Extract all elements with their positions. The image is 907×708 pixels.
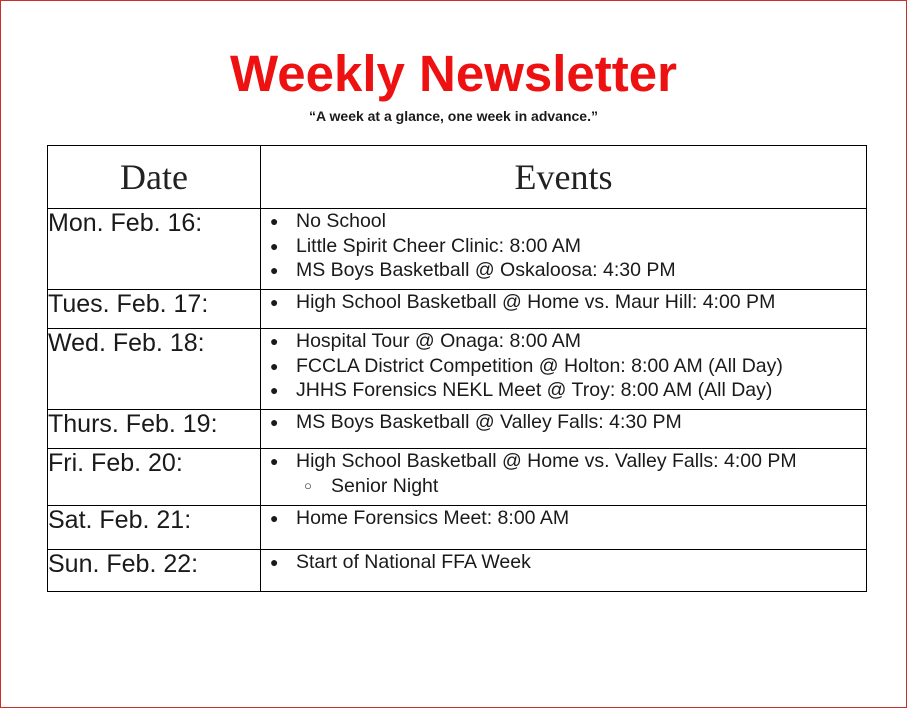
table-row (48, 449, 867, 506)
date-cell: Sun. Feb. 22: (48, 550, 261, 592)
bullet-icon: ● (270, 237, 279, 254)
events-cell (261, 506, 867, 550)
bullet-icon: ● (270, 382, 279, 398)
event-item (261, 209, 866, 234)
event-text: Home Forensics Meet: 8:00 AM (296, 507, 570, 529)
table-row (48, 329, 867, 410)
table-row (48, 506, 867, 550)
events-cell (261, 449, 867, 506)
events-cell (261, 209, 867, 290)
event-text: High School Basketball @ Home vs. Maur Hill: 4:00 PM (296, 291, 776, 313)
bullet-icon: ● (270, 357, 279, 374)
bullet-icon: ● (270, 510, 279, 526)
bullet-icon: ● (270, 333, 279, 349)
events-cell (261, 550, 867, 592)
event-list (261, 329, 866, 403)
events-cell (261, 290, 867, 329)
bullet-icon: ● (270, 213, 279, 229)
event-item (261, 258, 866, 283)
table-row (48, 550, 867, 592)
event-item (261, 290, 866, 315)
table-row (48, 209, 867, 290)
sub-event-text: Senior Night (331, 474, 439, 497)
sub-event-item (296, 474, 866, 499)
newsletter-title: Weekly Newsletter (230, 45, 677, 102)
event-item (261, 354, 866, 379)
event-list (261, 410, 866, 435)
newsletter-tagline: “A week at a glance, one week in advance.” (309, 108, 598, 124)
sub-event-list (296, 474, 866, 499)
event-list (261, 506, 866, 531)
event-text: Little Spirit Cheer Clinic: 8:00 AM (296, 234, 582, 257)
event-text: Start of National FFA Week (296, 551, 531, 573)
table-row (48, 290, 867, 329)
events-cell (261, 410, 867, 449)
event-text: MS Boys Basketball @ Oskaloosa: 4:30 PM (296, 259, 676, 281)
event-text: MS Boys Basketball @ Valley Falls: 4:30 PM (296, 411, 682, 433)
event-list (261, 449, 866, 498)
bullet-icon: ● (270, 294, 279, 310)
bullet-icon: ● (270, 453, 279, 469)
event-item (261, 378, 866, 403)
event-item (261, 506, 866, 531)
date-column-header: Date (48, 146, 261, 209)
date-cell: Tues. Feb. 17: (48, 290, 261, 329)
bullet-icon: ● (270, 414, 279, 430)
event-item (261, 550, 866, 575)
event-list (261, 550, 866, 575)
event-list (261, 209, 866, 283)
event-text: Hospital Tour @ Onaga: 8:00 AM (296, 330, 582, 352)
event-text: High School Basketball @ Home vs. Valley Falls: 4:00 PM (296, 450, 797, 472)
table-header-row (48, 146, 867, 209)
event-item (261, 410, 866, 435)
date-cell: Sat. Feb. 21: (48, 506, 261, 550)
event-text: FCCLA District Competition @ Holton: 8:00 AM (All Day) (296, 354, 783, 377)
event-list (261, 290, 866, 315)
event-text: No School (296, 210, 386, 232)
event-item (261, 449, 866, 498)
events-column-header: Events (261, 146, 867, 209)
table-row (48, 410, 867, 449)
hollow-bullet-icon: ○ (304, 477, 312, 493)
event-text: JHHS Forensics NEKL Meet @ Troy: 8:00 AM (All Day) (296, 379, 773, 401)
date-cell: Fri. Feb. 20: (48, 449, 261, 506)
bullet-icon: ● (270, 262, 279, 278)
date-cell: Thurs. Feb. 19: (48, 410, 261, 449)
date-cell: Wed. Feb. 18: (48, 329, 261, 410)
event-item (261, 234, 866, 259)
event-item (261, 329, 866, 354)
events-cell (261, 329, 867, 410)
date-cell: Mon. Feb. 16: (48, 209, 261, 290)
schedule-table (47, 145, 867, 592)
bullet-icon: ● (270, 554, 279, 570)
